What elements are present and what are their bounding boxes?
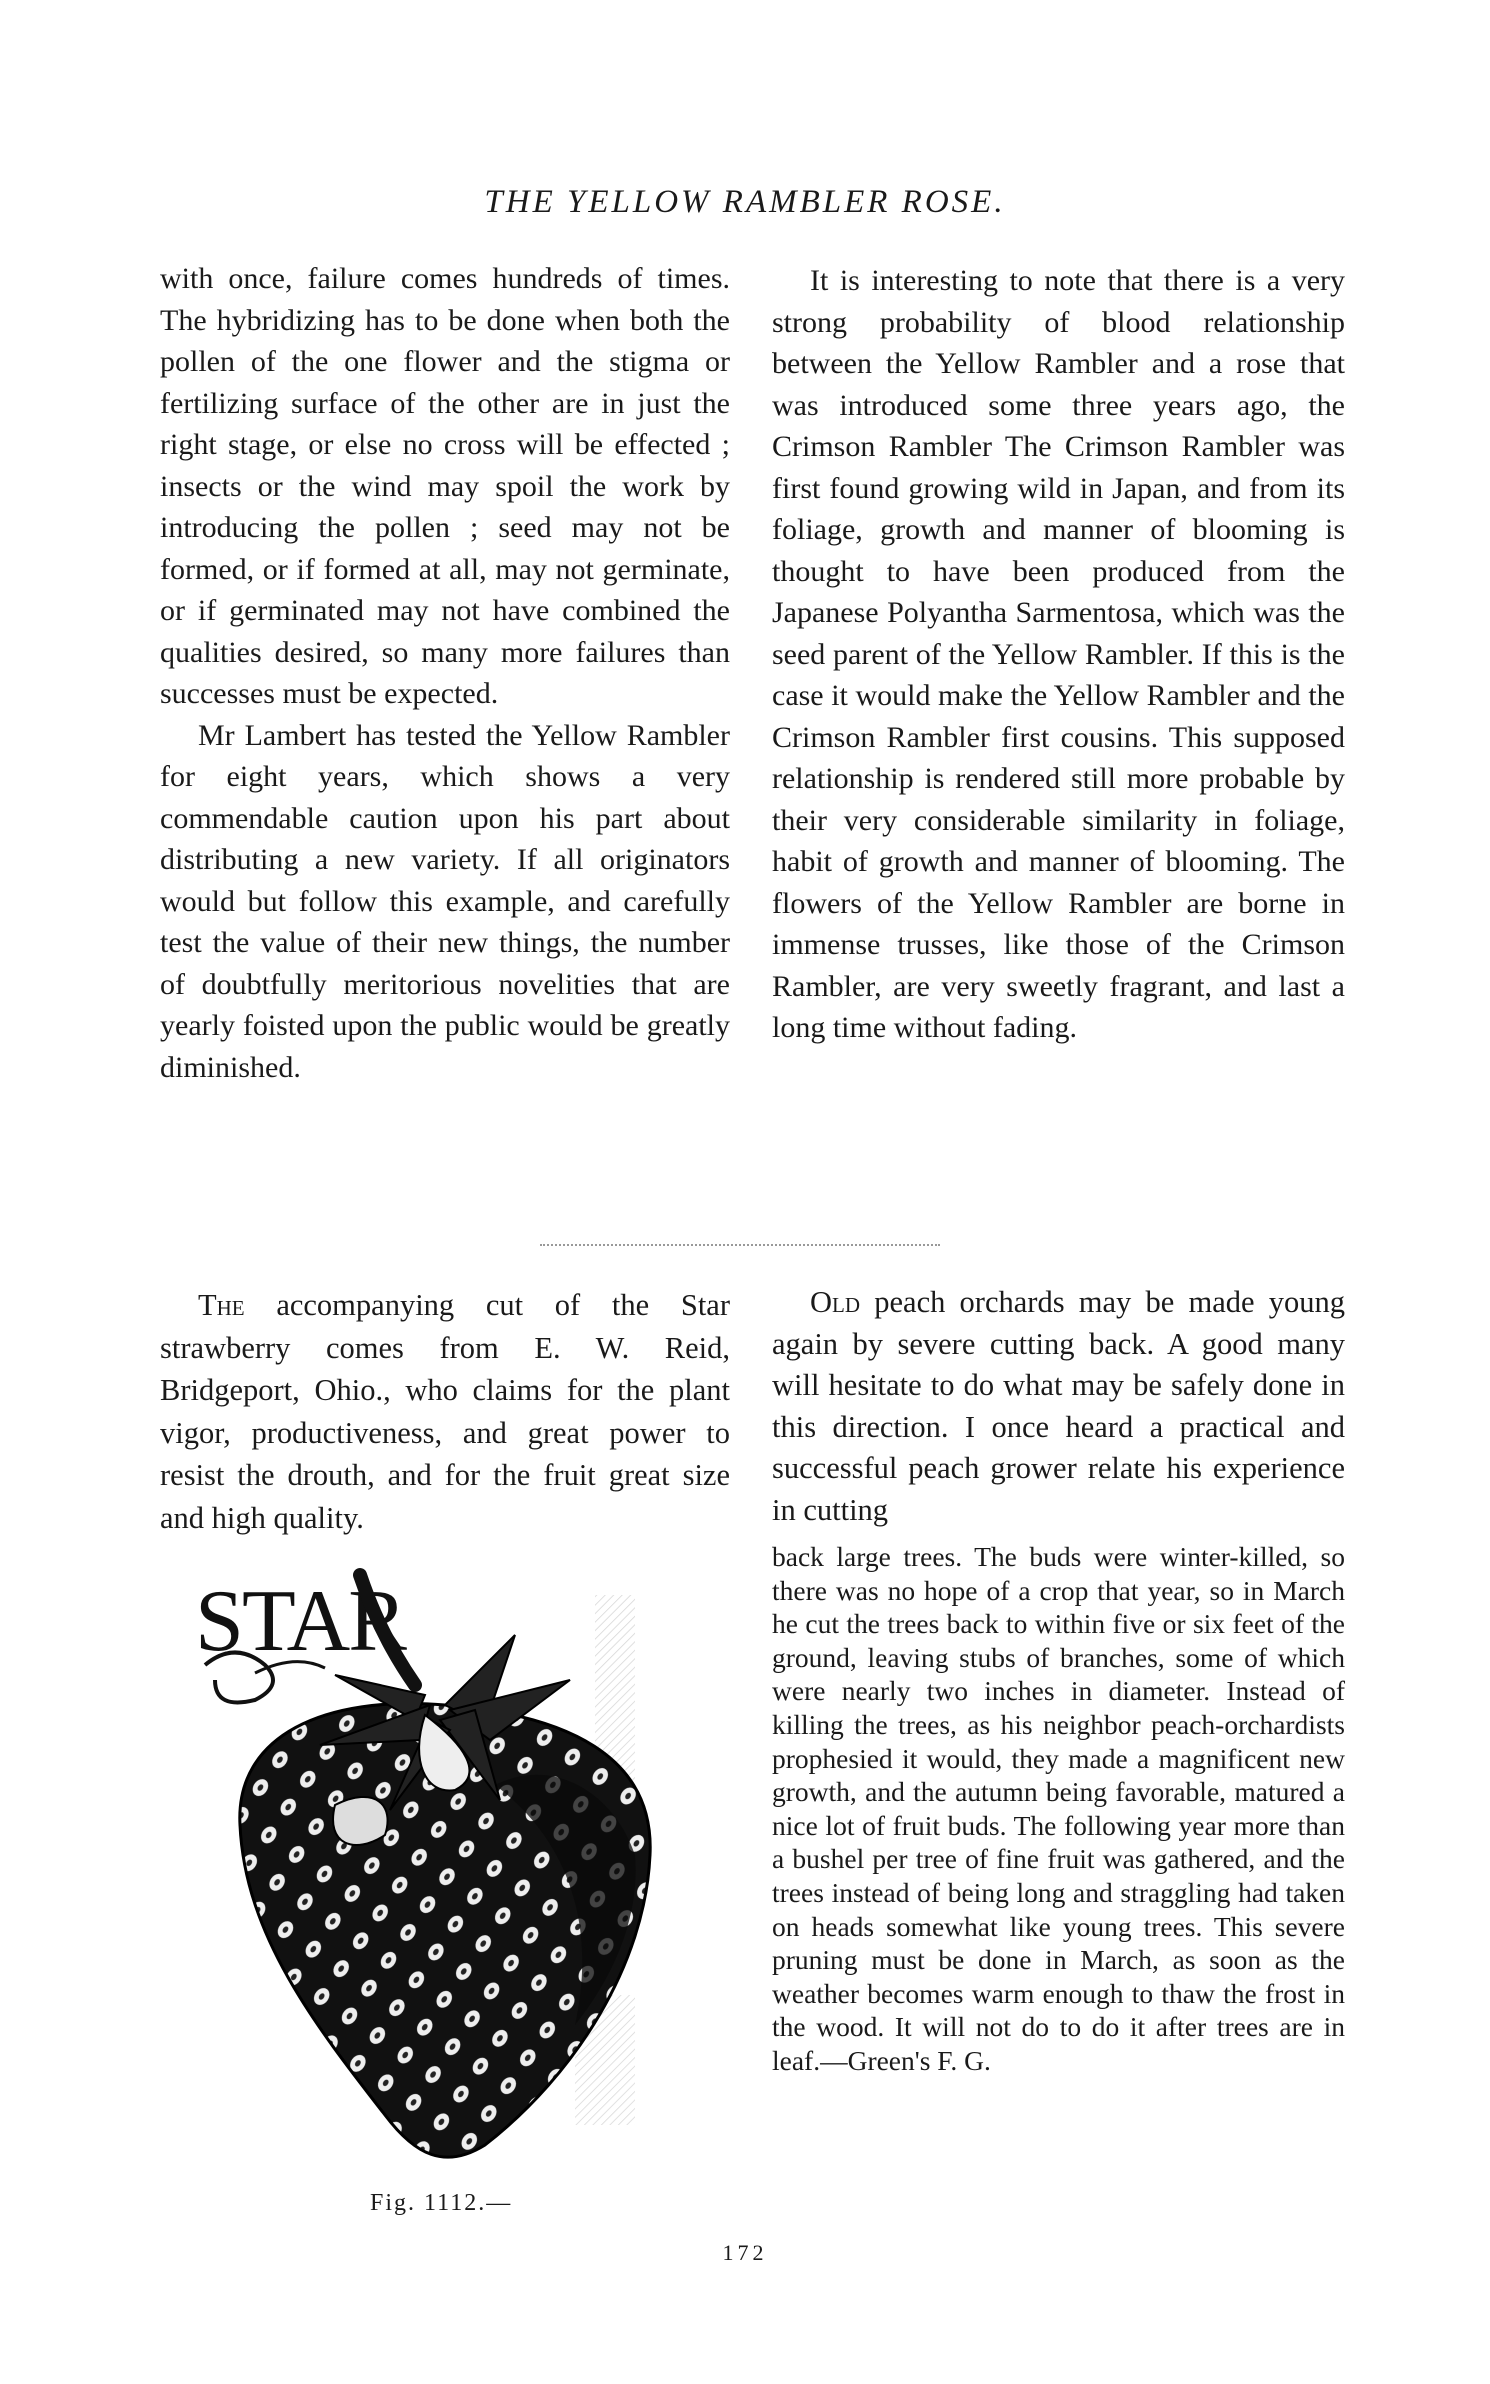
strawberry-engraving — [195, 1555, 705, 2175]
peach-orchard-paragraph-continued — [772, 1540, 1345, 2078]
section-divider — [540, 1244, 940, 1246]
figure-caption: Fig. 1112.— — [370, 2190, 513, 2216]
running-title: THE YELLOW RAMBLER ROSE. — [484, 184, 1006, 220]
paragraph — [772, 1282, 1345, 1531]
paragraph-text: peach orchards may be made young again by severe cutting back. A good many will hesitate to do what may be safely done in this direction. I once heard a practical and successful peach grower relate his experience in cutting — [772, 1285, 1345, 1527]
peach-orchard-paragraph — [772, 1282, 1345, 1531]
paragraph-text: accompanying cut of the Star strawberry comes from E. W. Reid, Bridgeport, Ohio., who claims for the plant vigor, productiveness, and great power to resist the drouth, and for the fruit great size and high quality. — [160, 1288, 730, 1535]
article-column-left — [160, 258, 730, 1088]
paragraph: Mr Lambert has tested the Yellow Rambler for eight years, which shows a very commendable caution upon his part about distributing a new variety. If all originators would but follow this example, and carefully test the value of their new things, the number of doubtfully meritorious novelities that are yearly foisted upon the public would be greatly diminished. — [160, 718, 730, 1084]
paragraph — [160, 1284, 730, 1539]
lead-word: Old — [810, 1285, 861, 1319]
page-number: 172 — [722, 2240, 768, 2265]
lead-word: The — [198, 1288, 245, 1322]
star-strawberry-paragraph — [160, 1284, 730, 1539]
paragraph: back large trees. The buds were winter-killed, so there was no hope of a crop that year, so in March he cut the trees back to within five or six feet of the ground, leaving stubs of branches, some of which were nearly two inches in diameter. Instead of killing the trees, as his neighbor peach-orchardists prophesied it would, they made a magnificent new growth, and the autumn being favorable, matured a nice lot of fruit buds. The following year more than a bushel per tree of fine fruit was gathered, and the trees instead of being long and straggling had taken on heads somewhat like young trees. This severe pruning must be done in March, as soon as the weather becomes warm enough to thaw the frost in the wood. It will not do to do it after trees are in leaf.—Green's F. G. — [772, 1541, 1345, 2076]
star-logo-text: STAR — [195, 1573, 405, 1670]
paragraph: with once, failure comes hundreds of times. The hybridizing has to be done when both the pollen of the one flower and the stigma or fertilizing surface of the other are in just the right stage, or else no cross will be effected ; insects or the wind may spoil the work by introducing the pollen ; seed may not be formed, or if formed at all, may not germinate, or if germinated may not have combined the qualities desired, so many more failures than successes must be expected. — [160, 262, 730, 710]
strawberry-illustration — [195, 1555, 705, 2175]
paragraph: It is interesting to note that there is a very strong probability of blood relationship between the Yellow Rambler and a rose that was introduced some three years ago, the Crimson Rambler The Crimson Rambler was first found growing wild in Japan, and from its foliage, growth and manner of blooming is thought to have been produced from the Japanese Polyantha Sarmentosa, which was the seed parent of the Yellow Rambler. If this is the case it would make the Yellow Rambler and the Crimson Rambler first cousins. This supposed relationship is rendered still more probable by their very considerable similarity in foliage, habit of growth and manner of blooming. The flowers of the Yellow Rambler are borne in immense trusses, like those of the Crimson Rambler, are very sweetly fragrant, and last a long time without fading. — [772, 264, 1345, 1044]
article-column-right — [772, 260, 1345, 1049]
